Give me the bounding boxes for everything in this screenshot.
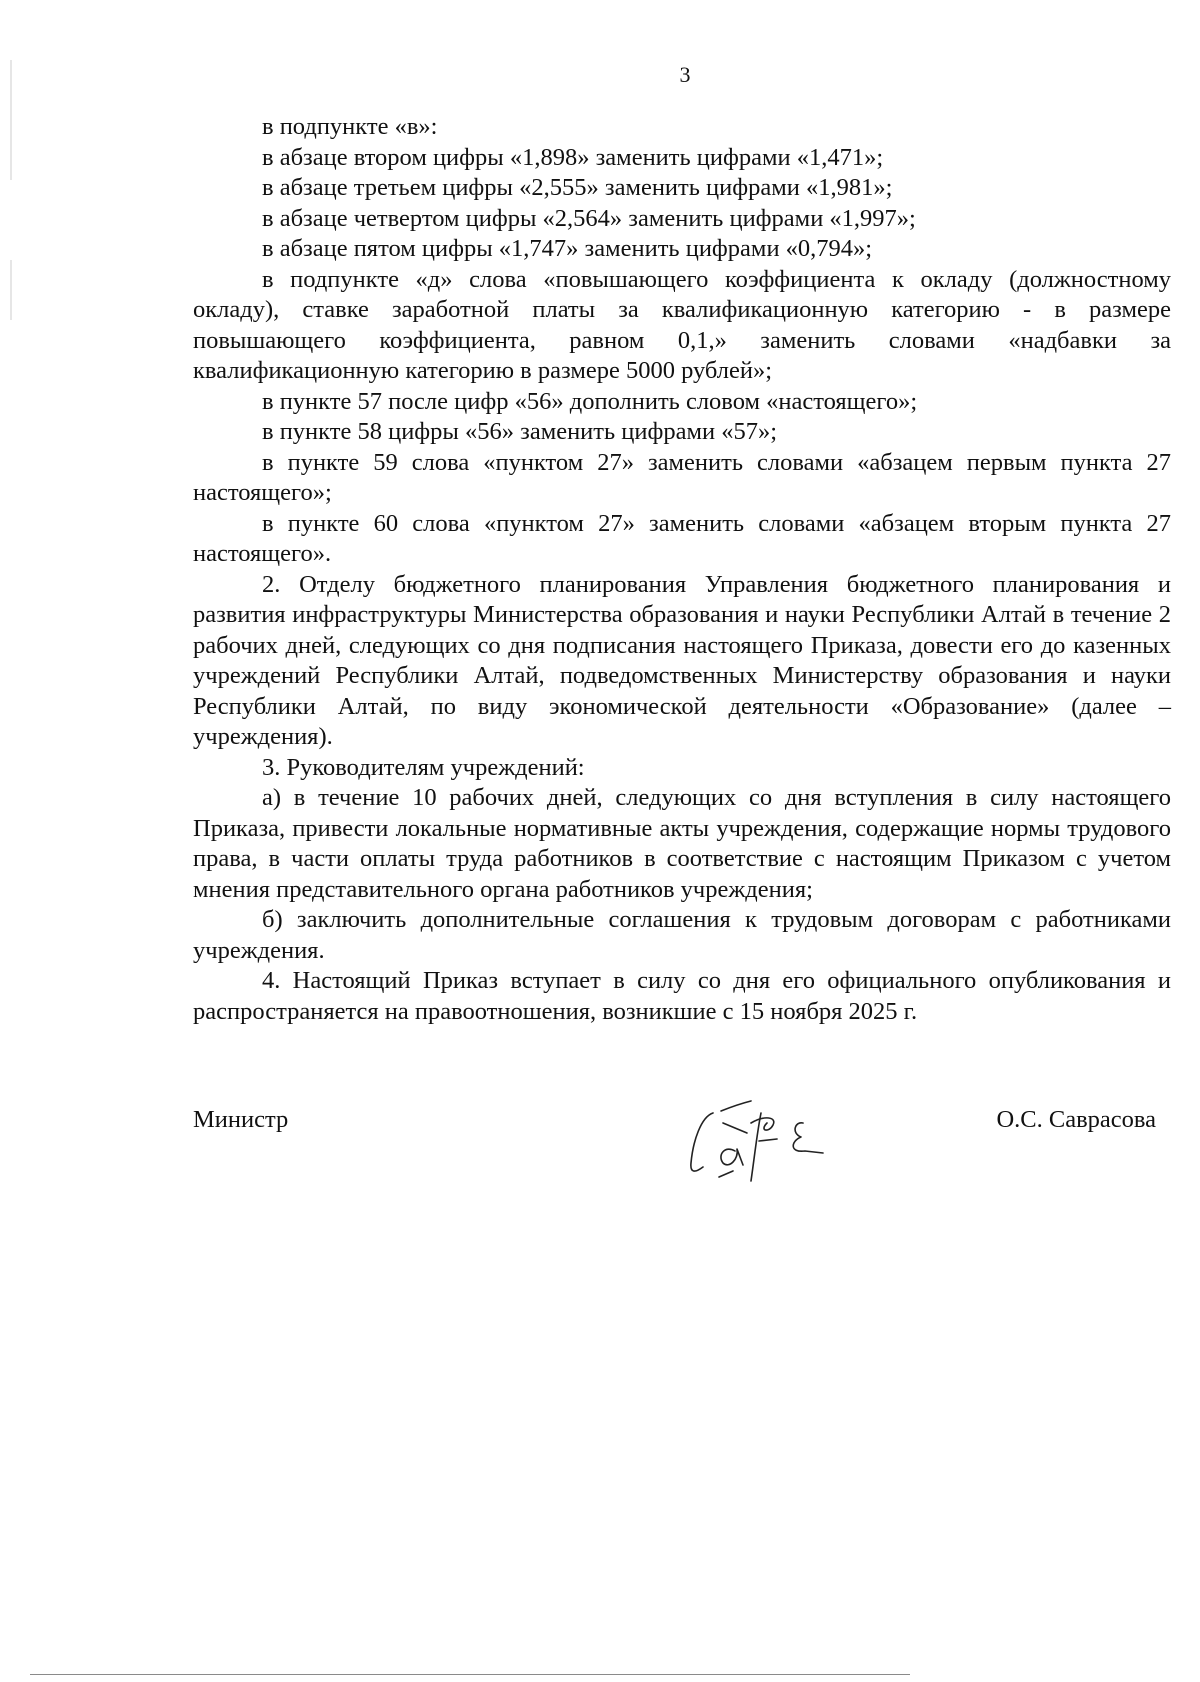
paragraph: в подпункте «в»: [262, 113, 438, 140]
signatory-title: Министр [193, 1106, 289, 1133]
paragraph: в абзаце пятом цифры «1,747» заменить цифрами «0,794»; [262, 235, 873, 262]
scan-edge-mark [10, 260, 12, 320]
paragraph: в абзаце втором цифры «1,898» заменить цифрами «1,471»; [262, 143, 884, 171]
paragraph: 4. Настоящий Приказ вступает в силу со дня его официального опубликования и распространяется на правоотношения, возникшие с 15 ноября 2025 г. [193, 967, 1171, 1025]
paragraph: в подпункте «д» слова «повышающего коэффициента к окладу (должностному окладу), ставке заработной платы за квалификационную категорию - в размере повышающего коэффициента, равном 0,1,» заменить словами «надбавки за квалификационную категорию в размере 5000 рублей»; [193, 265, 1171, 384]
page-number: 3 [679, 62, 691, 87]
bottom-rule [30, 1674, 910, 1675]
paragraph: в пункте 60 слова «пунктом 27» заменить словами «абзацем вторым пункта 27 настоящего». [193, 509, 1171, 567]
paragraph: в пункте 58 цифры «56» заменить цифрами «57»; [262, 418, 778, 445]
paragraph: в пункте 59 слова «пунктом 27» заменить словами «абзацем первым пункта 27 настоящего»; [193, 448, 1171, 506]
paragraph: в абзаце четвертом цифры «2,564» заменить цифрами «1,997»; [262, 204, 916, 232]
paragraph: в абзаце третьем цифры «2,555» заменить цифрами «1,981»; [262, 174, 893, 201]
paragraph: в пункте 57 после цифр «56» дополнить словом «настоящего»; [262, 387, 918, 415]
paragraph: а) в течение 10 рабочих дней, следующих со дня вступления в силу настоящего Приказа, привести локальные нормативные акты учреждения, содержащие нормы трудового права, в части оплаты труда работников в соответствие с настоящим Приказом с учетом мнения представительного органа работников учреждения; [193, 784, 1171, 903]
handwritten-signature-icon [673, 1093, 843, 1193]
paragraph: б) заключить дополнительные соглашения к трудовым договорам с работниками учреждения. [193, 906, 1171, 964]
paragraph: 2. Отделу бюджетного планирования Управления бюджетного планирования и развития инфраструктуры Министерства образования и науки Республики Алтай в течение 2 рабочих дней, следующих со дня подписания настоящего Приказа, довести его до казенных учреждений Республики Алтай, подведомственных Министерству образования и науки Республики Алтай, по виду экономической деятельности «Образование» (далее – учреждения). [193, 570, 1171, 750]
document-body [193, 112, 1171, 1027]
paragraph: 3. Руководителям учреждений: [262, 753, 585, 781]
signatory-name: О.С. Саврасова [996, 1106, 1156, 1133]
signature-block [193, 1105, 1171, 1215]
